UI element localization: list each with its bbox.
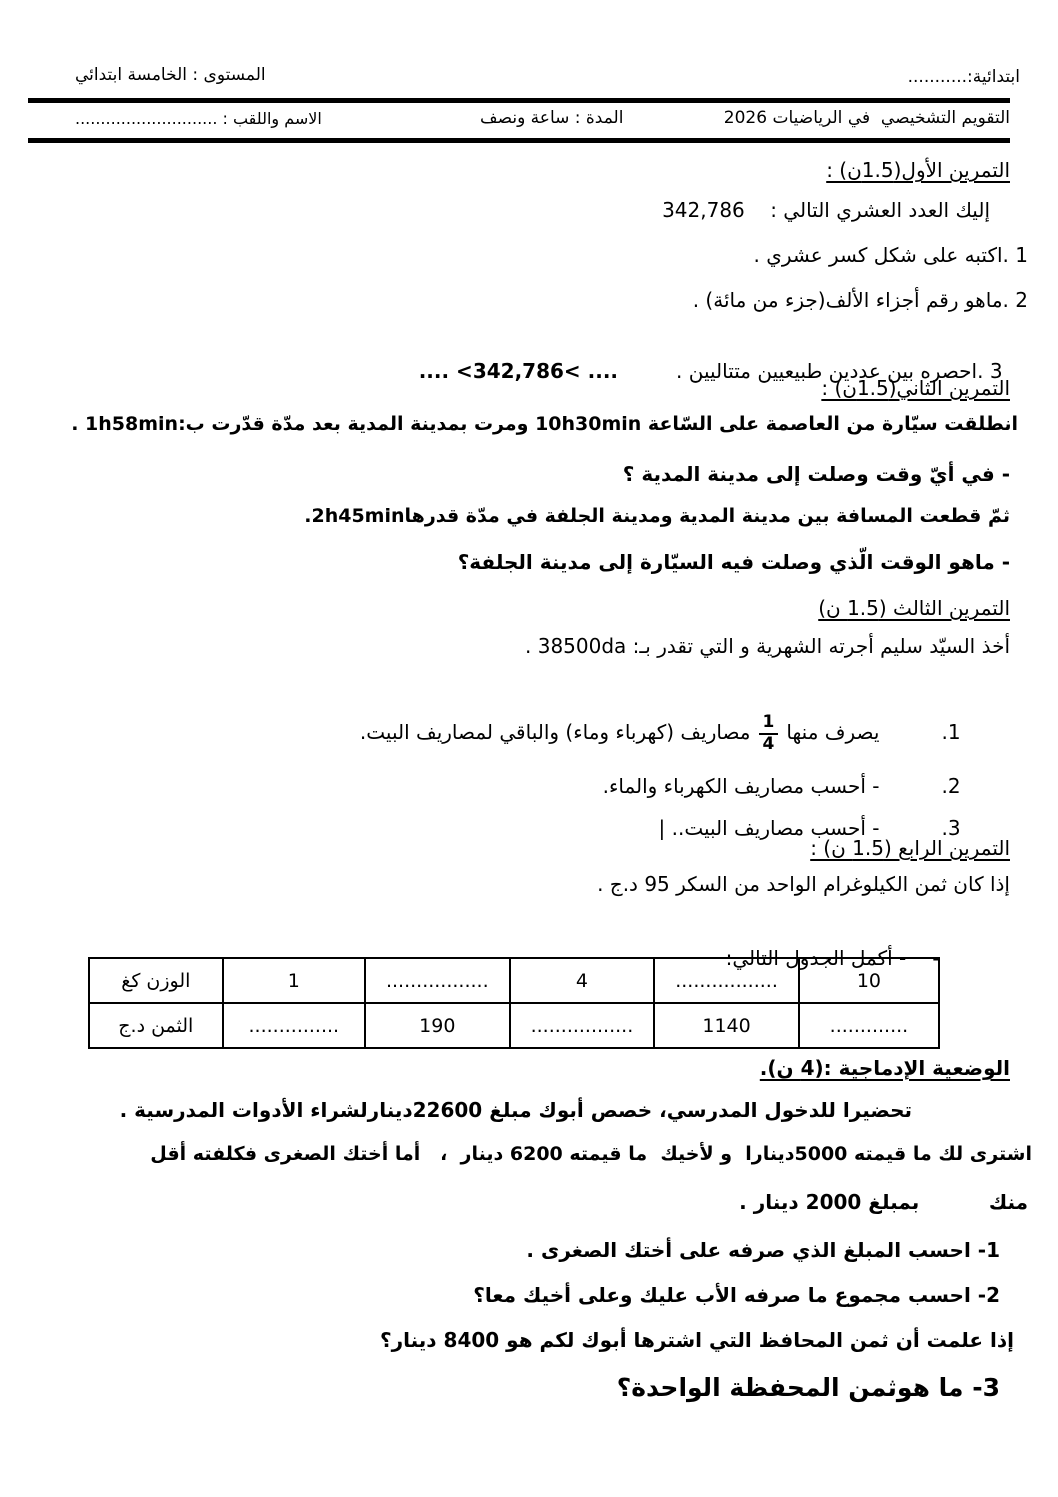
situation-title: الوضعية الإدماجية :(4 ن). (759, 1056, 1010, 1080)
exercise2-intro: انطلقت سيّارة من العاصمة على السّاعة 10h30min ومرت بمدينة المدية بعد مدّة قدّرت ب:1h58min . (71, 413, 1018, 435)
situation-line-2: اشترى لك ما قيمته 5000دينارا و لأخيك ما قيمته 6200 دينار ، أما أختك الصغرى فكلفته أقل (150, 1143, 1032, 1165)
situation-question-1: 1- احسب المبلغ الذي صرفه على أختك الصغرى . (526, 1238, 1000, 1262)
exercise2-title: التمرين الثاني(1.5ن) : (821, 376, 1010, 400)
exercise3-item-3-text: - أحسب مصاريف البيت.. | (658, 816, 880, 840)
situation-line-3: منك بمبلغ 2000 دينار . (739, 1190, 1028, 1214)
student-name-field: الاسم واللقب : ............................ (75, 109, 322, 128)
exercise3-intro: أخذ السيّد سليم أجرته الشهرية و التي تقدر بـ: 38500da . (525, 634, 1010, 658)
table-cell: 1 (223, 958, 365, 1003)
table-cell: الوزن كغ (89, 958, 223, 1003)
exercise4-title: التمرين الرابع (1.5 ن) : (810, 836, 1010, 860)
header-school-field: ابتدائية:........... (907, 67, 1020, 87)
situation-question-2: 2- احسب مجموع ما صرفه الأب عليك وعلى أخيك معا؟ (473, 1283, 1000, 1307)
table-row-weight (89, 958, 939, 1003)
table-cell: 4 (510, 958, 655, 1003)
price-table (88, 957, 940, 1049)
table-caption: - أكمل الجدول التالي: (725, 946, 907, 970)
table-cell: 1140 (654, 1003, 799, 1048)
table-cell: 190 (365, 1003, 510, 1048)
table-cell: 10 (799, 958, 939, 1003)
fraction-denominator: 4 (762, 733, 775, 754)
table-cell: ............. (799, 1003, 939, 1048)
exercise3-item-1-pre: يصرف منها (786, 720, 880, 745)
fraction-numerator: 1 (759, 713, 779, 735)
table-cell: ................. (510, 1003, 655, 1048)
item-number: 3. (941, 816, 961, 840)
exercise3-item-1-post: مصاريف (كهرباء وماء) والباقي لمصاريف البيت. (359, 720, 751, 745)
header-rule-bottom (28, 138, 1010, 143)
situation-question-3: 3- ما هوثمن المحفظة الواحدة؟ (616, 1373, 1000, 1402)
situation-question-3-intro: إذا علمت أن ثمن المحافظ التي اشترها أبوك لكم هو 8400 دينار؟ (380, 1328, 1014, 1352)
table-cell: ............... (223, 1003, 365, 1048)
item-number: 2. (941, 774, 961, 798)
exam-duration: المدة : ساعة ونصف (480, 108, 624, 128)
table-cell: الثمن د.ج (89, 1003, 223, 1048)
comparison-expression: .... <342,786< .... (418, 359, 619, 383)
item-number: 1. (941, 720, 961, 745)
table-cell: ................. (365, 958, 510, 1003)
exercise2-question-2: - ماهو الوقت الّذي وصلت فيه السيّارة إلى مدينة الجلفة؟ (457, 550, 1010, 574)
exercise1-item-3-text: 3 .احصره بين عددين طبيعيين متتاليين . (676, 359, 1003, 383)
table-cell: ................. (654, 958, 799, 1003)
exercise4-intro: إذا كان ثمن الكيلوغرام الواحد من السكر 95 د.ج . (597, 872, 1010, 896)
table-row-price (89, 1003, 939, 1048)
exercise1-intro: إليك العدد العشري التالي : 342,786 (662, 198, 990, 222)
exercise1-title: التمرين الأول(1.5ن) : (826, 158, 1010, 182)
exercise2-question-1: - في أيّ وقت وصلت إلى مدينة المدية ؟ (622, 462, 1010, 486)
header-rule-top (28, 98, 1010, 103)
exercise2-statement-2: ثمّ قطعت المسافة بين مدينة المدية ومدينة الجلفة في مدّة قدرها2h45min. (304, 505, 1010, 527)
exercise3-item-2-text: - أحسب مصاريف الكهرباء والماء. (602, 774, 880, 798)
exercise3-title: التمرين الثالث (1.5 ن) (818, 596, 1010, 620)
exercise1-item-1: 1 .اكتبه على شكل كسر عشري . (753, 243, 1028, 267)
dash-bullet: - (932, 946, 941, 970)
situation-line-1: تحضيرا للدخول المدرسي، خصص أبوك مبلغ 22600دينارلشراء الأدوات المدرسية . (119, 1098, 912, 1122)
exercise1-item-2: 2 .ماهو رقم أجزاء الألف(جزء من مائة) . (692, 288, 1028, 312)
header-level-field: المستوى : الخامسة ابتدائي (75, 65, 266, 85)
exam-title: التقويم التشخيصي في الرياضيات 2026 (723, 108, 1010, 128)
